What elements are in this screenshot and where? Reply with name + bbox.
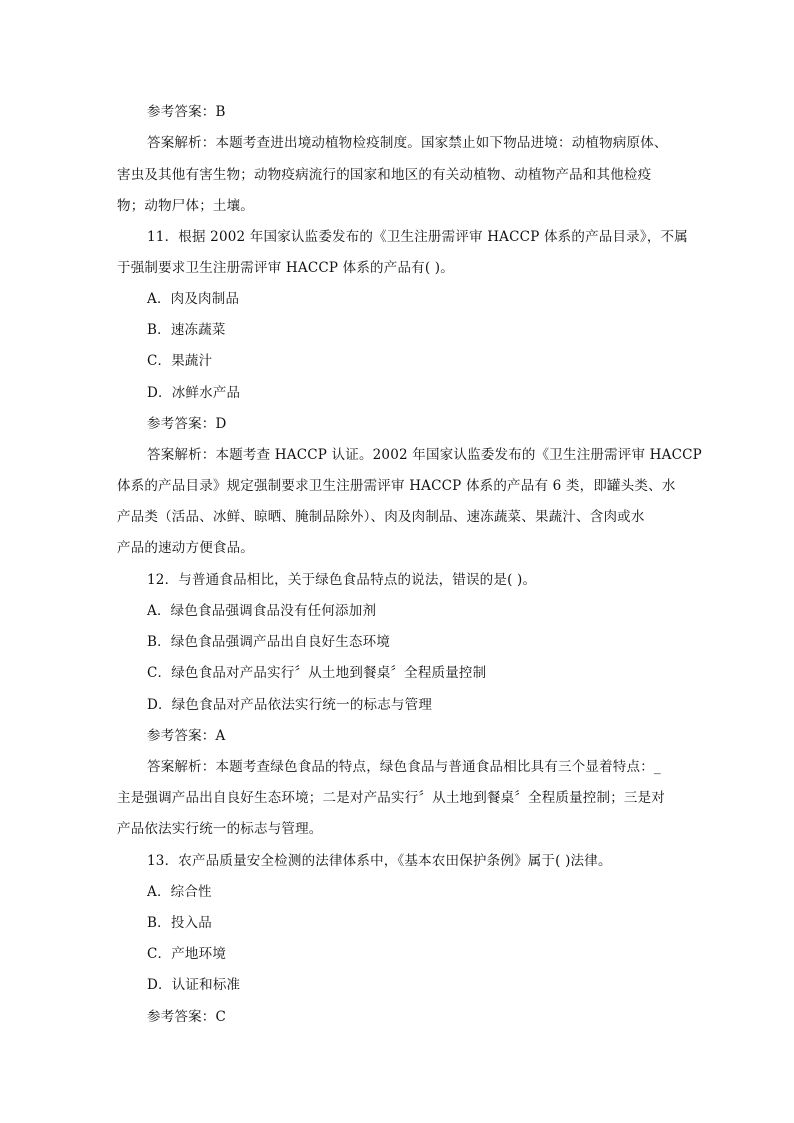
option-line: B．速冻蔬菜 <box>147 322 226 338</box>
explanation-line: 产品的速动方便食品。 <box>117 540 254 556</box>
option-line: B．投入品 <box>147 915 212 931</box>
option-line: C．绿色食品对产品实行〞从土地到餐桌〞全程质量控制 <box>147 665 487 681</box>
explanation-line: 答案解析：本题考查绿色食品的特点，绿色食品与普通食品相比具有三个显着特点：_ <box>147 759 661 775</box>
answer-line: 参考答案：D <box>147 416 227 432</box>
option-line: D．冰鲜水产品 <box>147 385 241 401</box>
option-line: A．绿色食品强调食品没有任何添加剂 <box>147 603 377 619</box>
option-line: C．产地环境 <box>147 946 227 962</box>
explanation-line: 产品依法实行统一的标志与管理。 <box>117 821 323 837</box>
answer-line: 参考答案：B <box>147 104 226 120</box>
answer-line: 参考答案：A <box>147 728 226 744</box>
question-line: 13．农产品质量安全检测的法律体系中，《基本农田保护条例》属于( )法律。 <box>147 853 612 869</box>
option-line: D．绿色食品对产品依法实行统一的标志与管理 <box>147 697 433 713</box>
explanation-line: 害虫及其他有害生物；动物疫病流行的国家和地区的有关动植物、动植物产品和其他检疫 <box>117 167 652 183</box>
option-line: A．肉及肉制品 <box>147 291 240 307</box>
option-line: A．综合性 <box>147 884 212 900</box>
question-line: 于强制要求卫生注册需评审 HACCP 体系的产品有( )。 <box>117 260 454 276</box>
explanation-line: 答案解析：本题考查 HACCP 认证。2002 年国家认监委发布的《卫生注册需评审 HACCP <box>147 447 702 463</box>
question-line: 12．与普通食品相比，关于绿色食品特点的说法，错误的是( )。 <box>147 572 537 588</box>
explanation-line: 主是强调产品出自良好生态环境；二是对产品实行〞从土地到餐桌〞全程质量控制；三是对 <box>117 790 665 806</box>
question-line: 11．根据 2002 年国家认监委发布的《卫生注册需评审 HACCP 体系的产品目录》，不属 <box>147 229 688 245</box>
explanation-line: 答案解析：本题考查进出境动植物检疫制度。国家禁止如下物品进境：动植物病原体、 <box>147 135 668 151</box>
option-line: C．果蔬汁 <box>147 353 213 369</box>
explanation-line: 体系的产品目录》规定强制要求卫生注册需评审 HACCP 体系的产品有 6 类，即罐头类、水 <box>117 478 676 494</box>
explanation-line: 产品类（活品、冰鲜、晾晒、腌制品除外）、肉及肉制品、速冻蔬菜、果蔬汁、含肉或水 <box>117 509 645 525</box>
explanation-line: 物；动物尸体；土壤。 <box>117 198 254 214</box>
answer-line: 参考答案：C <box>147 1009 227 1025</box>
option-line: D．认证和标准 <box>147 977 241 993</box>
option-line: B．绿色食品强调产品出自良好生态环境 <box>147 634 391 650</box>
